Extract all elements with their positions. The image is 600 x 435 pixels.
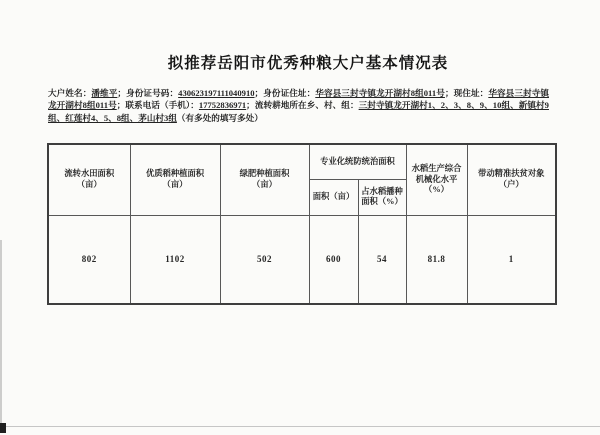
cell-green-manure-area: 502 bbox=[220, 215, 309, 304]
info-paragraph bbox=[48, 87, 549, 124]
col-header-poverty-support bbox=[467, 144, 556, 215]
col-header-pest-control-area bbox=[309, 179, 358, 215]
col-header-paddy-area bbox=[48, 144, 130, 215]
col-header-mechanization bbox=[406, 144, 467, 215]
scanner-mark bbox=[0, 423, 6, 433]
page-bottom-edge bbox=[0, 426, 600, 427]
current-address-value: 华容县三封寺镇龙开湖村8组011号 bbox=[48, 88, 549, 111]
document-title: 拟推荐岳阳市优秀种粮大户基本情况表 bbox=[167, 55, 449, 72]
col-header-pest-control-group-title: 专业化统防统治面积 bbox=[320, 156, 395, 166]
col-header-quality-rice-area bbox=[130, 144, 220, 215]
current-address-label: ；现住址： bbox=[444, 88, 489, 98]
col-header-pest-control-group bbox=[309, 144, 406, 179]
land-location-value: 三封寺镇龙开湖村1、2、3、8、9、10组、新镇村9组、红莲村4、5、8组、茅山村3组 bbox=[48, 100, 549, 123]
col-header-quality-rice-area-title: 优质稻种植面积 bbox=[145, 169, 205, 179]
col-header-mechanization-line2: 机械化水平 bbox=[415, 174, 458, 184]
col-header-pest-control-area-title: 面积（亩） bbox=[312, 191, 355, 201]
land-location-label: ；流转耕地所在乡、村、组： bbox=[246, 100, 359, 111]
phone-value: 17752836971 bbox=[198, 100, 247, 111]
col-header-poverty-support-unit: （户） bbox=[498, 179, 524, 189]
id-address-label: ；身份证住址： bbox=[254, 88, 316, 98]
col-header-quality-rice-area-unit: （亩） bbox=[162, 179, 188, 189]
col-header-green-manure-area-unit: （亩） bbox=[252, 179, 277, 189]
farmer-name-value: 潘维平 bbox=[91, 88, 118, 98]
col-header-poverty-support-title: 带动精准扶贫对象 bbox=[478, 169, 545, 179]
col-header-pest-control-pct-line2: 面积（%） bbox=[361, 197, 403, 206]
header-row-top bbox=[48, 144, 556, 179]
farmer-info-table bbox=[47, 143, 557, 305]
cell-poverty-support: 1 bbox=[467, 215, 556, 304]
col-header-paddy-area-unit: （亩） bbox=[76, 179, 102, 189]
cell-pest-control-pct: 54 bbox=[358, 215, 406, 304]
phone-label: ；联系电话（手机）： bbox=[116, 100, 199, 111]
scan-edge-artifact bbox=[0, 240, 2, 425]
cell-pest-control-area: 600 bbox=[309, 215, 358, 304]
col-header-paddy-area-title: 流转水田面积 bbox=[64, 169, 115, 179]
id-address-value: 华容县三封寺镇龙开湖村8组011号 bbox=[315, 88, 445, 98]
col-header-green-manure-area bbox=[220, 144, 309, 215]
col-header-mechanization-line1: 水稻生产综合 bbox=[411, 164, 462, 173]
col-header-mechanization-unit: （%） bbox=[424, 185, 449, 194]
cell-quality-rice-area: 1102 bbox=[130, 215, 220, 304]
id-number-value: 430623197111040910 bbox=[178, 88, 255, 98]
table-row bbox=[48, 215, 556, 304]
col-header-green-manure-area-title: 绿肥种植面积 bbox=[239, 169, 290, 179]
col-header-pest-control-pct-line1: 占水稻播种 bbox=[361, 186, 403, 196]
farmer-name-label: 大户姓名： bbox=[48, 88, 92, 98]
cell-paddy-area: 802 bbox=[48, 215, 130, 304]
id-number-label: ；身份证号码： bbox=[117, 88, 179, 98]
cell-mechanization: 81.8 bbox=[406, 215, 467, 304]
multiple-locations-note: （有多处的填写多处） bbox=[176, 112, 263, 123]
col-header-pest-control-pct bbox=[358, 179, 406, 215]
